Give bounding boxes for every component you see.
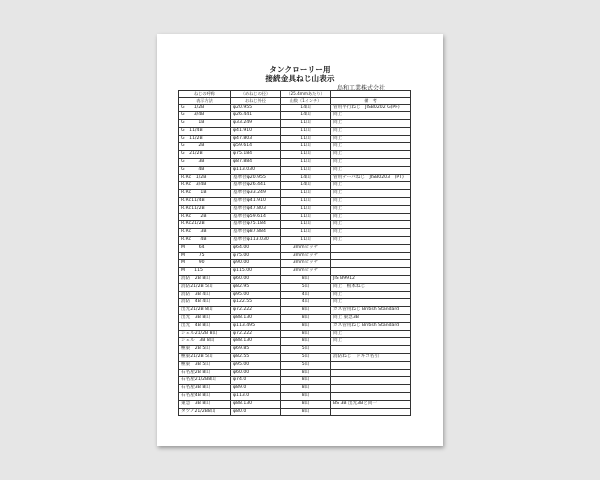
diameter-cell: φ90.00	[231, 260, 281, 268]
thread-name-cell: R.Rc 3B	[179, 229, 231, 237]
note-cell	[331, 392, 411, 400]
thread-count-cell: 14山	[281, 112, 331, 120]
note-cell: 同上	[331, 229, 411, 237]
diameter-cell: φ72.222	[231, 330, 281, 338]
table-row	[179, 244, 411, 252]
note-cell	[331, 260, 411, 268]
thread-spec-table	[178, 90, 411, 416]
table-row	[179, 252, 411, 260]
thread-count-cell: 14山	[281, 174, 331, 182]
table-row	[179, 315, 411, 323]
diameter-cell: 基準径φ41.910	[231, 198, 281, 206]
thread-count-cell: 3mmピッチ	[281, 252, 331, 260]
note-cell: 管用平行ねじ JISB0202 G(PF)	[331, 104, 411, 112]
note-cell	[331, 385, 411, 393]
diameter-cell: φ82.55	[231, 354, 281, 362]
diameter-cell: 基準径φ59.614	[231, 213, 281, 221]
table-row	[179, 120, 411, 128]
header-note-top	[331, 91, 411, 98]
diameter-cell: φ113.0	[231, 392, 281, 400]
diameter-cell: φ59.614	[231, 143, 281, 151]
thread-count-cell: 11山	[281, 151, 331, 159]
diameter-cell: φ113.495	[231, 322, 281, 330]
thread-name-cell: G 2B	[179, 143, 231, 151]
note-cell: 同上	[331, 120, 411, 128]
header-thread-top: （25.4mmあたり）	[281, 91, 331, 98]
thread-name-cell: R.Rc11/4B	[179, 198, 231, 206]
table-row	[179, 260, 411, 268]
thread-name-cell: M 90	[179, 260, 231, 268]
table-row	[179, 268, 411, 276]
thread-name-cell: G 11/2B	[179, 135, 231, 143]
thread-count-cell: 8山	[281, 307, 331, 315]
thread-count-cell: 11山	[281, 166, 331, 174]
thread-name-cell: 消防 4B 4山	[179, 299, 231, 307]
thread-count-cell: 3mmピッチ	[281, 244, 331, 252]
diameter-cell: φ113.030	[231, 166, 281, 174]
table-row	[179, 354, 411, 362]
diameter-cell: φ82.95	[231, 283, 281, 291]
document-title-line1: タンクローリー用	[269, 65, 331, 74]
diameter-cell: 基準径φ33.249	[231, 190, 281, 198]
diameter-cell: φ41.910	[231, 127, 281, 135]
header-thread-bottom: 山数（1インチ）	[281, 98, 331, 105]
table-row	[179, 291, 411, 299]
table-row	[179, 361, 411, 369]
note-cell: 管用テーパねじ JISB0203 (PT)	[331, 174, 411, 182]
note-cell	[331, 268, 411, 276]
thread-name-cell: R.Rc11/2B	[179, 205, 231, 213]
diameter-cell: φ60.00	[231, 369, 281, 377]
diameter-cell: φ88.130	[231, 400, 281, 408]
header-dia-bottom: おねじ外径	[231, 98, 281, 105]
thread-name-cell: タツノ21/2B8山	[179, 408, 231, 416]
table-header-row	[179, 91, 411, 98]
thread-count-cell: 5山	[281, 346, 331, 354]
thread-name-cell: G 3/4B	[179, 112, 231, 120]
diameter-cell: φ74.0	[231, 377, 281, 385]
thread-name-cell: G 1B	[179, 120, 231, 128]
thread-name-cell: G 3B	[179, 159, 231, 167]
diameter-cell: φ75.184	[231, 151, 281, 159]
thread-name-cell: 消防 3B 4山	[179, 291, 231, 299]
note-cell: 同上	[331, 127, 411, 135]
thread-name-cell: シェル 3B 8山	[179, 338, 231, 346]
table-row	[179, 229, 411, 237]
note-cell: 同上	[331, 159, 411, 167]
note-cell: 同上	[331, 291, 411, 299]
thread-count-cell: 4山	[281, 291, 331, 299]
thread-name-cell: M 64	[179, 244, 231, 252]
thread-name-cell: G 4B	[179, 166, 231, 174]
thread-count-cell: 5山	[281, 283, 331, 291]
table-row	[179, 237, 411, 245]
diameter-cell: φ75.00	[231, 252, 281, 260]
thread-count-cell: 8山	[281, 400, 331, 408]
table-row	[179, 151, 411, 159]
table-row	[179, 213, 411, 221]
diameter-cell: φ89.0	[231, 385, 281, 393]
diameter-cell: φ47.803	[231, 135, 281, 143]
note-cell: JIS B9912	[331, 276, 411, 284]
diameter-cell: φ26.441	[231, 112, 281, 120]
diameter-cell: 基準径φ113.030	[231, 237, 281, 245]
note-cell: 同上	[331, 330, 411, 338]
note-cell: BS 3B 出光3Bと同一	[331, 400, 411, 408]
note-cell: 消防ねじ ドキコ名引	[331, 354, 411, 362]
table-row	[179, 330, 411, 338]
diameter-cell: φ95.00	[231, 291, 281, 299]
note-cell: 同上	[331, 166, 411, 174]
thread-name-cell: 石名屋3B 8山	[179, 385, 231, 393]
thread-count-cell: 14山	[281, 182, 331, 190]
thread-name-cell: M 115	[179, 268, 231, 276]
table-row	[179, 385, 411, 393]
diameter-cell: φ122.55	[231, 299, 281, 307]
thread-name-cell: 出光21/2B 8山	[179, 307, 231, 315]
thread-count-cell: 11山	[281, 198, 331, 206]
note-cell: 同上 根本ねじ	[331, 283, 411, 291]
thread-count-cell: 11山	[281, 190, 331, 198]
thread-count-cell: 11山	[281, 221, 331, 229]
thread-name-cell: G 21/2B	[179, 151, 231, 159]
table-row	[179, 400, 411, 408]
note-cell: ガス管用ねじ British Standard	[331, 322, 411, 330]
thread-name-cell: M 75	[179, 252, 231, 260]
thread-count-cell: 8山	[281, 408, 331, 416]
note-cell: 同上	[331, 299, 411, 307]
thread-count-cell: 8山	[281, 392, 331, 400]
diameter-cell: φ72.222	[231, 307, 281, 315]
note-cell: 同上	[331, 205, 411, 213]
thread-name-cell: G 11/4B	[179, 127, 231, 135]
note-cell	[331, 361, 411, 369]
header-name-bottom: 表示方法	[179, 98, 231, 105]
table-row	[179, 283, 411, 291]
thread-count-cell: 8山	[281, 369, 331, 377]
diameter-cell: 基準径φ87.884	[231, 229, 281, 237]
thread-name-cell: 消防 2B 8山	[179, 276, 231, 284]
thread-name-cell: 極東 2B 5山	[179, 346, 231, 354]
diameter-cell: φ80.0	[231, 408, 281, 416]
document-page	[157, 34, 443, 446]
thread-count-cell: 8山	[281, 385, 331, 393]
thread-count-cell: 5山	[281, 361, 331, 369]
note-cell: 同上	[331, 221, 411, 229]
thread-name-cell: 石名屋4B 8山	[179, 392, 231, 400]
table-row	[179, 127, 411, 135]
diameter-cell: φ20.955	[231, 104, 281, 112]
header-name-top: ねじの呼称	[179, 91, 231, 98]
note-cell	[331, 408, 411, 416]
thread-count-cell: 8山	[281, 315, 331, 323]
table-row	[179, 112, 411, 120]
note-cell: 同上	[331, 190, 411, 198]
table-row	[179, 338, 411, 346]
diameter-cell: 基準径φ26.441	[231, 182, 281, 190]
table-row	[179, 174, 411, 182]
note-cell: 同上 東急3B	[331, 315, 411, 323]
diameter-cell: φ64.00	[231, 244, 281, 252]
diameter-cell: φ60.00	[231, 276, 281, 284]
table-row	[179, 299, 411, 307]
header-note-bottom: 備 考	[331, 98, 411, 105]
thread-count-cell: 11山	[281, 213, 331, 221]
thread-count-cell: 8山	[281, 322, 331, 330]
table-row	[179, 221, 411, 229]
note-cell: 同上	[331, 151, 411, 159]
note-cell: 同上	[331, 135, 411, 143]
thread-name-cell: 消防21/2B 5山	[179, 283, 231, 291]
thread-count-cell: 11山	[281, 205, 331, 213]
table-row	[179, 159, 411, 167]
thread-name-cell: シェル21/2B 8山	[179, 330, 231, 338]
thread-count-cell: 8山	[281, 338, 331, 346]
diameter-cell: 基準径φ20.955	[231, 174, 281, 182]
diameter-cell: φ115.00	[231, 268, 281, 276]
table-row	[179, 182, 411, 190]
thread-name-cell: R.Rc21/2B	[179, 221, 231, 229]
note-cell	[331, 346, 411, 354]
thread-name-cell: R.Rc 1B	[179, 190, 231, 198]
thread-name-cell: 極東21/2B 5山	[179, 354, 231, 362]
thread-count-cell: 8山	[281, 276, 331, 284]
note-cell: ガス管用ねじ British Standard	[331, 307, 411, 315]
note-cell: 同上	[331, 237, 411, 245]
note-cell: 同上	[331, 198, 411, 206]
note-cell: 同上	[331, 112, 411, 120]
table-row	[179, 392, 411, 400]
diameter-cell: φ95.00	[231, 361, 281, 369]
thread-count-cell: 11山	[281, 159, 331, 167]
table-row	[179, 346, 411, 354]
thread-name-cell: R.Rc 1/2B	[179, 174, 231, 182]
document-title-line2: 接続金具ねじ山表示	[265, 74, 335, 83]
thread-name-cell: R.Rc 3/4B	[179, 182, 231, 190]
table-row	[179, 322, 411, 330]
thread-name-cell: R.Rc 4B	[179, 237, 231, 245]
thread-count-cell: 11山	[281, 237, 331, 245]
thread-name-cell: 東急 3B 8山	[179, 400, 231, 408]
thread-count-cell: 11山	[281, 143, 331, 151]
table-row	[179, 104, 411, 112]
table-row	[179, 205, 411, 213]
note-cell	[331, 377, 411, 385]
thread-count-cell: 11山	[281, 135, 331, 143]
thread-count-cell: 8山	[281, 377, 331, 385]
table-row	[179, 190, 411, 198]
table-row	[179, 307, 411, 315]
note-cell: 同上	[331, 182, 411, 190]
thread-name-cell: 石名屋21/2B8山	[179, 377, 231, 385]
thread-count-cell: 3mmピッチ	[281, 268, 331, 276]
thread-count-cell: 5山	[281, 354, 331, 362]
diameter-cell: 基準径φ75.184	[231, 221, 281, 229]
table-row	[179, 166, 411, 174]
thread-name-cell: 出光 4B 8山	[179, 322, 231, 330]
diameter-cell: φ88.130	[231, 315, 281, 323]
company-name: 島和工業株式会社	[337, 85, 386, 92]
note-cell	[331, 369, 411, 377]
thread-count-cell: 11山	[281, 127, 331, 135]
table-row	[179, 276, 411, 284]
note-cell	[331, 252, 411, 260]
note-cell: 同上	[331, 338, 411, 346]
note-cell: 同上	[331, 143, 411, 151]
thread-name-cell: 極東 3B 5山	[179, 361, 231, 369]
diameter-cell: φ33.249	[231, 120, 281, 128]
header-dia-top: （めねじの径）	[231, 91, 281, 98]
table-row	[179, 135, 411, 143]
thread-name-cell: R.Rc 2B	[179, 213, 231, 221]
thread-count-cell: 8山	[281, 330, 331, 338]
table-row	[179, 377, 411, 385]
table-row	[179, 198, 411, 206]
thread-name-cell: 出光 3B 8山	[179, 315, 231, 323]
table-row	[179, 369, 411, 377]
thread-count-cell: 14山	[281, 104, 331, 112]
table-row	[179, 143, 411, 151]
thread-count-cell: 11山	[281, 229, 331, 237]
diameter-cell: 基準径φ47.803	[231, 205, 281, 213]
note-cell	[331, 244, 411, 252]
thread-name-cell: G 1/2B	[179, 104, 231, 112]
thread-count-cell: 3mmピッチ	[281, 260, 331, 268]
diameter-cell: φ87.884	[231, 159, 281, 167]
diameter-cell: φ69.85	[231, 346, 281, 354]
thread-count-cell: 4山	[281, 299, 331, 307]
note-cell: 同上	[331, 213, 411, 221]
table-row	[179, 408, 411, 416]
thread-count-cell: 11山	[281, 120, 331, 128]
diameter-cell: φ88.130	[231, 338, 281, 346]
thread-name-cell: 石名屋2B 8山	[179, 369, 231, 377]
